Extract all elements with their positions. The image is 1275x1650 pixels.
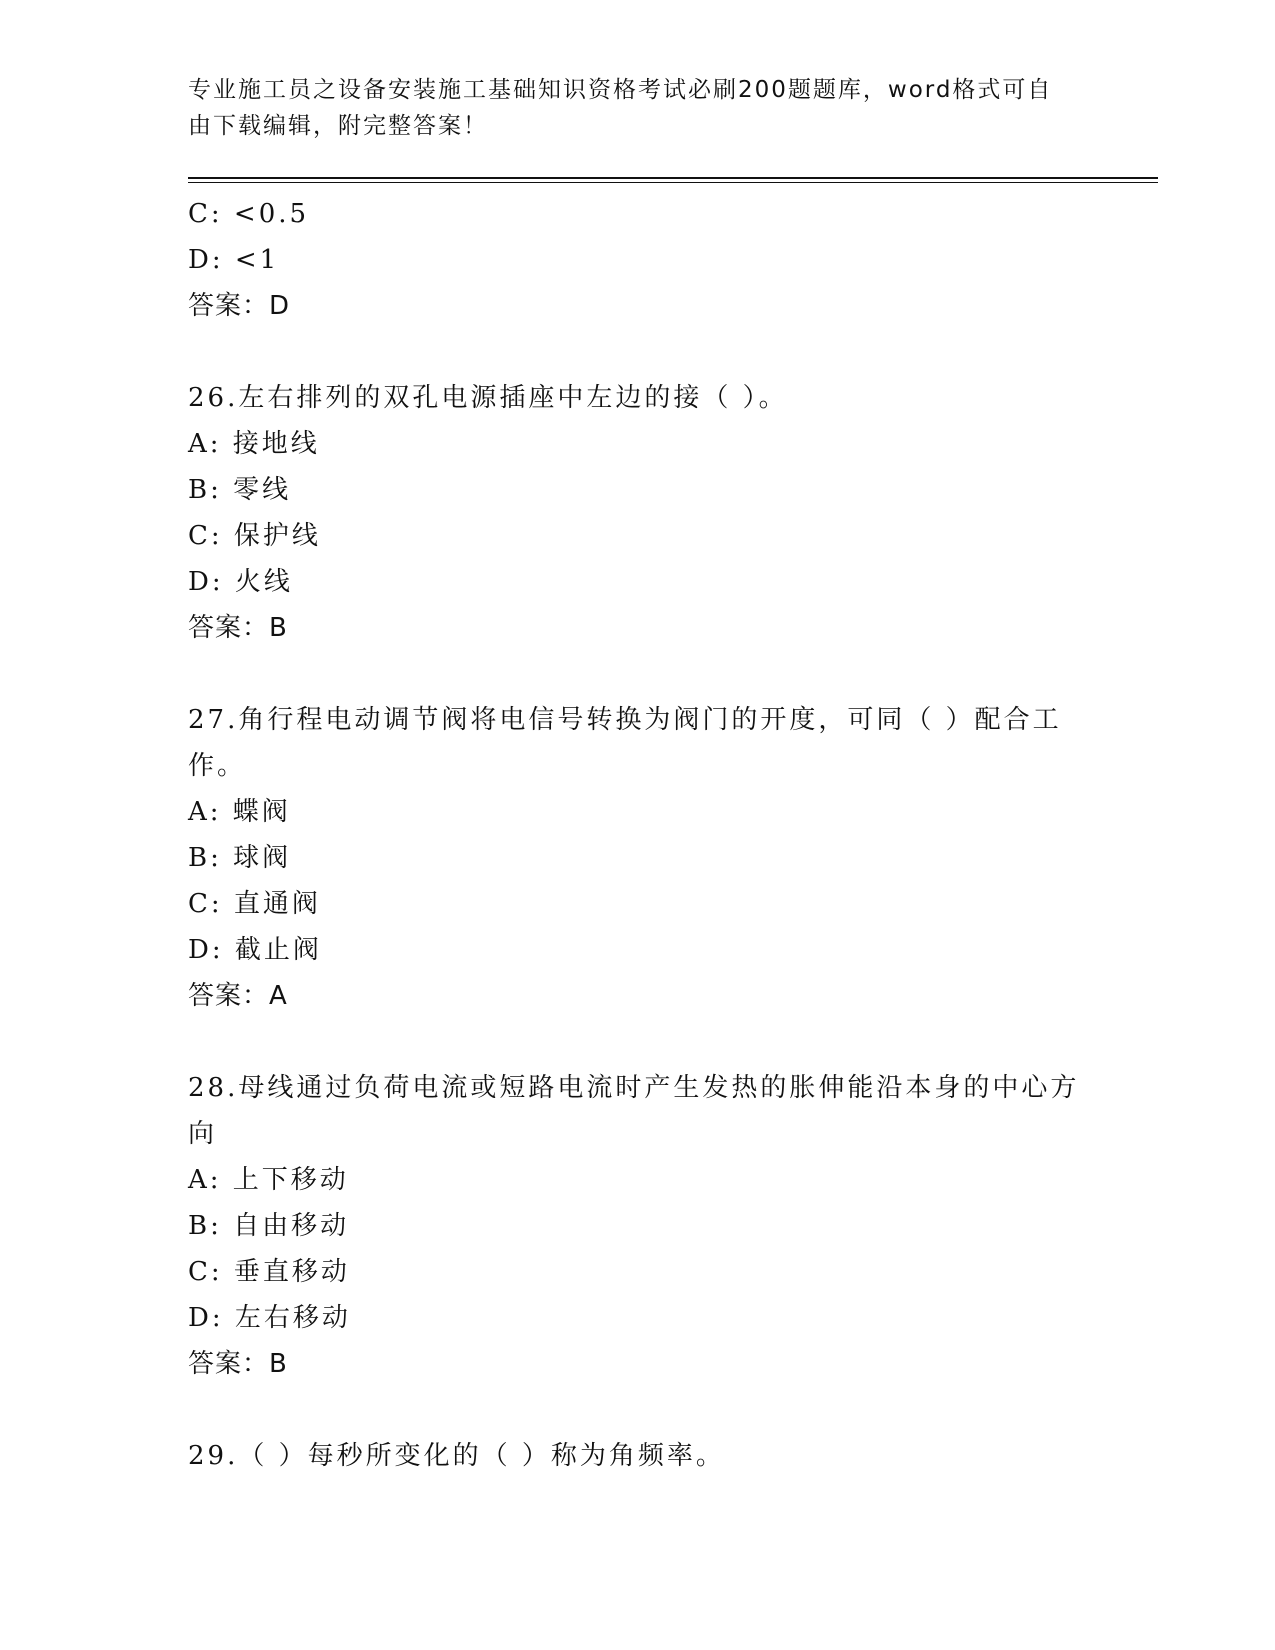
- answer-line: 答案：B: [188, 613, 288, 643]
- option-d: D: <1: [188, 245, 280, 275]
- option-d: D: 火线: [188, 567, 293, 597]
- option-b: B: 球阀: [188, 843, 292, 873]
- answer-line: 答案：B: [188, 1349, 288, 1379]
- question-26: [188, 375, 1088, 651]
- option-c: C: 保护线: [188, 521, 321, 551]
- question-27: [188, 697, 1088, 1019]
- option-a: A: 接地线: [188, 429, 320, 459]
- option-c: C: 直通阀: [188, 889, 321, 919]
- option-c: C: 垂直移动: [188, 1257, 350, 1287]
- option-b: B: 零线: [188, 475, 292, 505]
- question-stem: 27.角行程电动调节阀将电信号转换为阀门的开度，可同（ ）配合工作。: [188, 705, 1062, 781]
- document-header: 专业施工员之设备安装施工基础知识资格考试必刷200题题库，word格式可自由下载编辑，附完整答案！: [188, 77, 1053, 139]
- header-divider-thin: [188, 182, 1158, 183]
- question-29: [188, 1433, 1088, 1479]
- option-d: D: 左右移动: [188, 1303, 351, 1333]
- option-d: D: 截止阀: [188, 935, 322, 965]
- option-c: C: <0.5: [188, 199, 310, 229]
- question-list: [188, 191, 1088, 1479]
- carryover-question-options: [188, 191, 1088, 329]
- option-a: A: 上下移动: [188, 1165, 349, 1195]
- question-stem: 28.母线通过负荷电流或短路电流时产生发热的胀伸能沿本身的中心方向: [188, 1073, 1080, 1149]
- answer-line: 答案：D: [188, 291, 291, 321]
- question-stem: 29.（ ）每秒所变化的（ ）称为角频率。: [188, 1441, 725, 1471]
- question-stem: 26.左右排列的双孔电源插座中左边的接（ ）。: [188, 383, 788, 413]
- header-divider-thick: [188, 177, 1158, 179]
- option-a: A: 蝶阀: [188, 797, 291, 827]
- question-28: [188, 1065, 1088, 1387]
- answer-line: 答案：A: [188, 981, 288, 1011]
- option-b: B: 自由移动: [188, 1211, 350, 1241]
